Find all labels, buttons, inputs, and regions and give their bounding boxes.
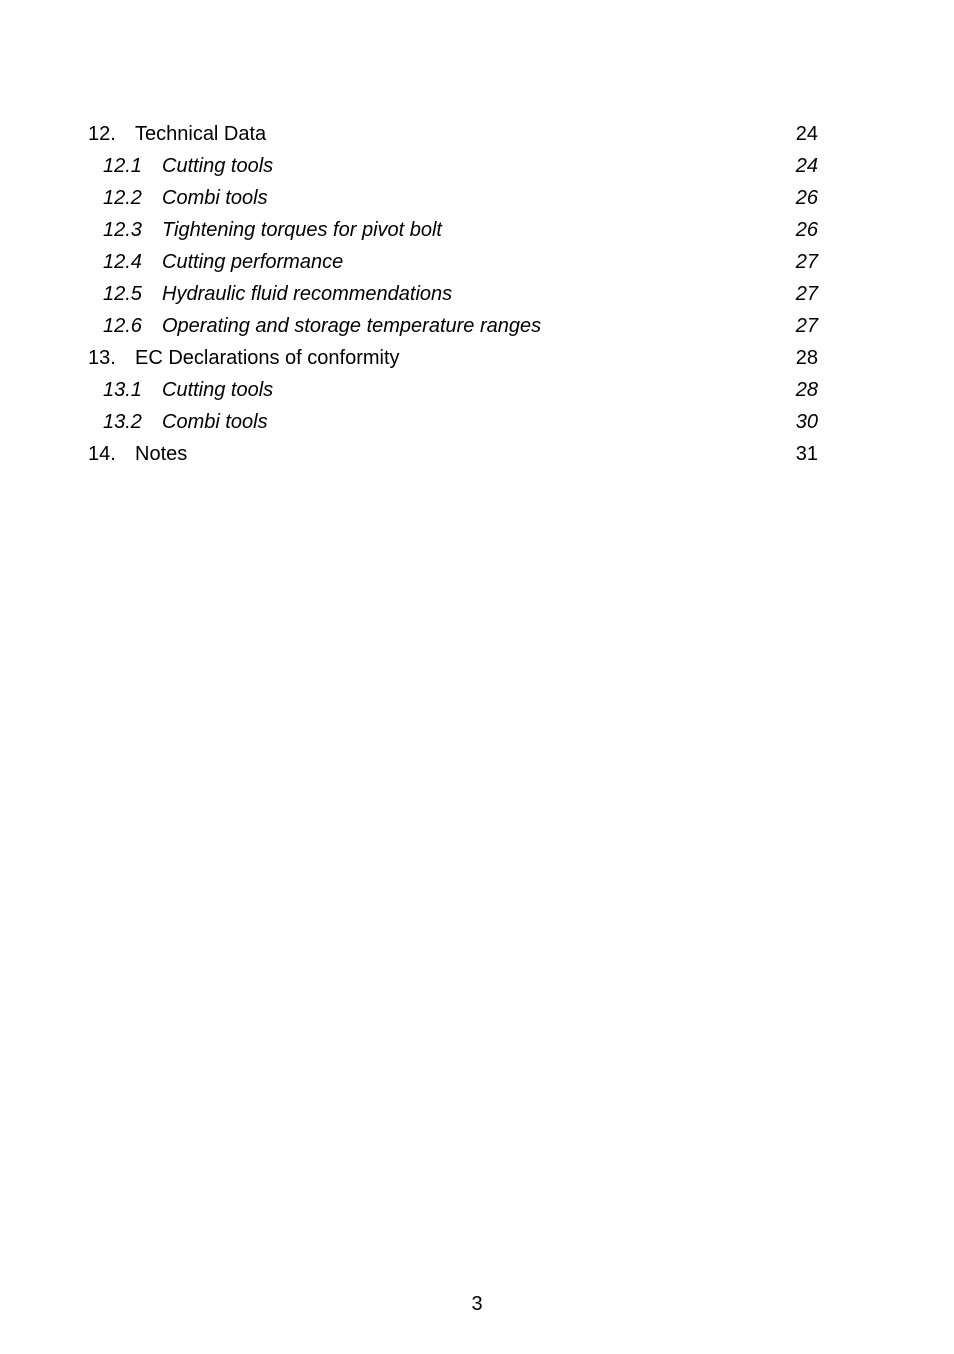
toc-entry-number: 12.2 <box>103 187 142 209</box>
toc-entry-title: Cutting tools <box>162 155 274 177</box>
toc-entry-title: Technical Data <box>135 123 267 145</box>
toc-entry-page: 28 <box>795 347 818 369</box>
toc-entry[interactable] <box>88 438 818 470</box>
toc-entry-number: 12. <box>88 123 116 145</box>
toc-entry-page: 27 <box>795 283 818 305</box>
table-of-contents <box>88 118 818 470</box>
toc-entry-title: Combi tools <box>162 411 268 433</box>
toc-entry-number: 13.2 <box>103 411 142 433</box>
toc-entry-page: 27 <box>795 251 818 273</box>
toc-entry-title: Hydraulic fluid recommendations <box>162 283 453 305</box>
toc-subentry[interactable] <box>88 150 818 182</box>
toc-entry-page: 31 <box>795 443 818 465</box>
toc-subentry[interactable] <box>88 310 818 342</box>
toc-entry-title: Cutting performance <box>162 251 344 273</box>
toc-entry-number: 12.4 <box>103 251 142 273</box>
toc-entry-title: Operating and storage temperature ranges <box>162 315 542 337</box>
toc-subentry[interactable] <box>88 214 818 246</box>
toc-entry-page: 24 <box>795 155 818 177</box>
toc-entry-page: 30 <box>795 411 818 433</box>
toc-entry-title: Combi tools <box>162 187 268 209</box>
toc-subentry[interactable] <box>88 374 818 406</box>
toc-subentry[interactable] <box>88 246 818 278</box>
toc-entry-number: 12.1 <box>103 155 142 177</box>
toc-entry-page: 24 <box>795 123 818 145</box>
toc-entry-title: Notes <box>135 443 188 465</box>
toc-entry-title: Tightening torques for pivot bolt <box>162 219 442 241</box>
toc-entry-number: 12.5 <box>103 283 142 305</box>
toc-subentry[interactable] <box>88 406 818 438</box>
toc-entry-number: 14. <box>88 443 116 465</box>
toc-entry-number: 12.6 <box>103 315 142 337</box>
toc-entry-page: 26 <box>795 219 818 241</box>
toc-entry-page: 27 <box>795 315 818 337</box>
toc-entry-number: 13.1 <box>103 379 142 401</box>
toc-entry-page: 26 <box>795 187 818 209</box>
toc-entry[interactable] <box>88 342 818 374</box>
page-number: 3 <box>471 1293 483 1315</box>
toc-entry-title: Cutting tools <box>162 379 274 401</box>
toc-entry-title: EC Declarations of conformity <box>135 347 400 369</box>
toc-subentry[interactable] <box>88 182 818 214</box>
toc-subentry[interactable] <box>88 278 818 310</box>
toc-entry[interactable] <box>88 118 818 150</box>
toc-entry-page: 28 <box>795 379 818 401</box>
toc-entry-number: 13. <box>88 347 116 369</box>
toc-entry-number: 12.3 <box>103 219 142 241</box>
